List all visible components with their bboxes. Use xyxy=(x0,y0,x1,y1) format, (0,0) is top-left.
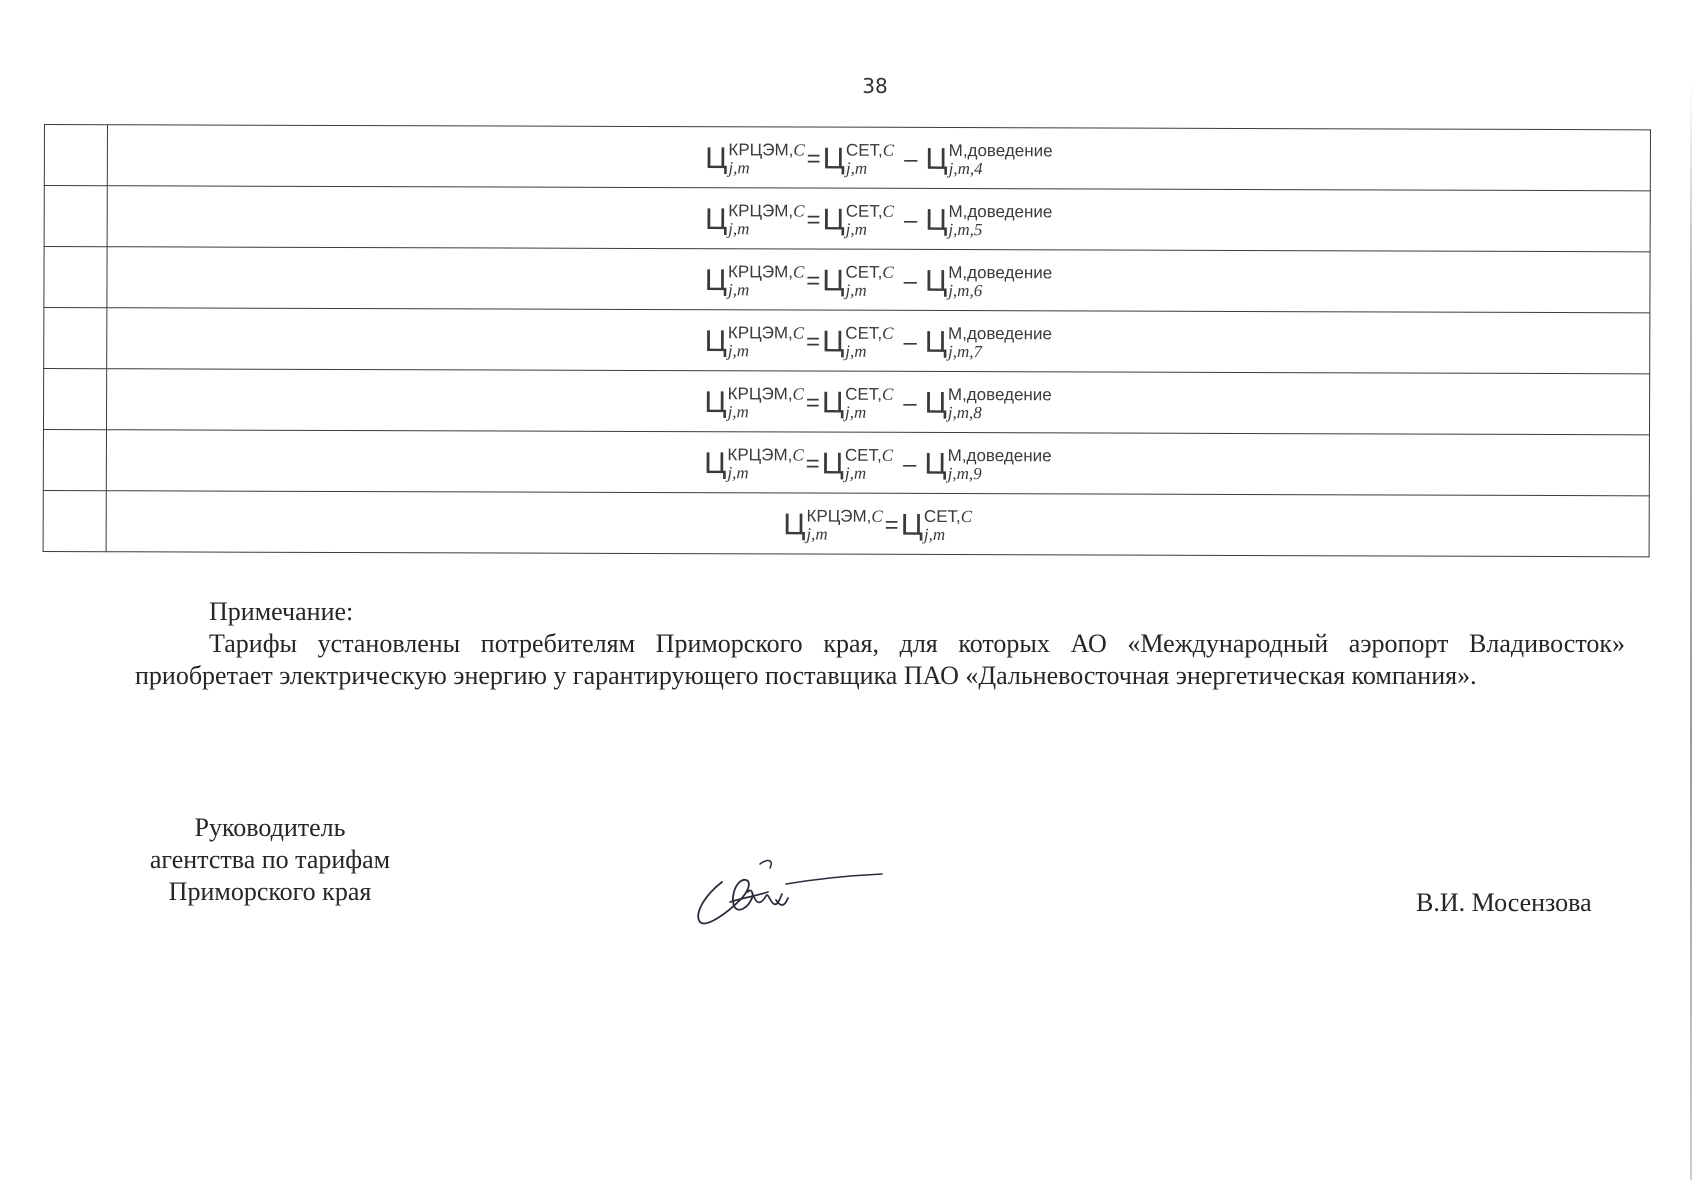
superscript-text: СЕТ, xyxy=(845,323,883,343)
formula-subscript: j,m,8 xyxy=(947,402,982,423)
superscript-text: КРЦЭМ, xyxy=(728,201,794,221)
formula-base: Ц xyxy=(783,508,806,542)
formula-cell xyxy=(107,308,1650,374)
formula-scripts xyxy=(728,263,804,299)
superscript-variable: С xyxy=(792,323,805,343)
formula-scripts xyxy=(924,508,972,544)
formula-superscript xyxy=(846,203,894,221)
superscript-variable: С xyxy=(792,445,804,465)
formula-symbol xyxy=(821,384,894,422)
equals-sign: = xyxy=(806,145,821,173)
formula-superscript xyxy=(948,264,1052,282)
formula-table xyxy=(43,124,1651,557)
minus-sign: – xyxy=(903,267,918,295)
equals-sign: = xyxy=(805,389,820,417)
formula-base: Ц xyxy=(704,447,727,481)
superscript-variable: С xyxy=(882,201,894,221)
formula-symbol xyxy=(704,445,804,483)
formula-scripts xyxy=(728,141,804,177)
superscript-text: М,доведение xyxy=(947,384,1052,405)
table-row xyxy=(43,429,1649,495)
formula-superscript xyxy=(948,203,1052,221)
formula-superscript xyxy=(846,142,894,160)
formula-symbol xyxy=(924,262,1053,301)
formula-cell xyxy=(106,369,1649,435)
superscript-text: КРЦЭМ, xyxy=(806,506,872,526)
formula xyxy=(704,446,1051,483)
row-number-cell xyxy=(44,186,107,247)
superscript-variable: С xyxy=(793,201,805,221)
formula-superscript xyxy=(806,508,882,526)
superscript-text: КРЦЭМ, xyxy=(728,140,794,160)
formula-superscript xyxy=(728,202,804,220)
formula-subscript: j,m xyxy=(806,524,828,544)
superscript-variable: С xyxy=(960,507,973,527)
formula-base: Ц xyxy=(924,325,948,359)
formula-superscript xyxy=(948,447,1052,465)
superscript-text: СЕТ, xyxy=(845,140,883,160)
superscript-text: КРЦЭМ, xyxy=(727,323,793,343)
row-number-cell xyxy=(43,490,106,551)
formula-subscript: j,m xyxy=(845,219,867,239)
formula-symbol xyxy=(783,506,883,544)
signatory-position xyxy=(120,812,420,908)
signer-name: В.И. Мосензова xyxy=(1416,888,1592,917)
superscript-text: СЕТ, xyxy=(845,201,883,221)
formula-subscript: j,m,9 xyxy=(947,463,982,484)
formula-subscript: j,m xyxy=(727,280,750,300)
position-line-3: Приморского края xyxy=(168,877,372,906)
formula-superscript xyxy=(845,264,893,282)
formula-symbol xyxy=(822,262,894,300)
formula-superscript xyxy=(728,263,804,281)
formula-scripts xyxy=(845,386,893,422)
formula-scripts xyxy=(845,264,893,300)
formula-subscript: j,m xyxy=(727,341,750,361)
note-title: Примечание: xyxy=(209,597,354,626)
formula-symbol xyxy=(924,384,1052,423)
superscript-text: СЕТ, xyxy=(845,262,883,282)
formula-subscript: j,m,7 xyxy=(947,341,983,362)
formula-subscript: j,m xyxy=(844,463,867,483)
formula-base: Ц xyxy=(900,508,923,542)
superscript-text: М,доведение xyxy=(948,323,1053,344)
formula-cell xyxy=(107,125,1650,191)
formula-base: Ц xyxy=(822,264,845,298)
formula-base: Ц xyxy=(704,203,728,237)
formula-scripts xyxy=(948,447,1052,483)
formula-scripts xyxy=(728,385,804,421)
row-number-cell xyxy=(44,125,107,186)
superscript-variable: С xyxy=(871,506,883,526)
formula-base: Ц xyxy=(924,264,948,298)
formula-symbol xyxy=(704,262,805,300)
formula-superscript xyxy=(727,446,803,464)
formula-scripts xyxy=(948,264,1052,300)
formula-subscript: j,m xyxy=(728,158,750,178)
formula-cell xyxy=(107,247,1650,313)
superscript-text: КРЦЭМ, xyxy=(727,384,793,404)
formula-subscript: j,m,4 xyxy=(948,159,983,179)
formula-cell xyxy=(106,491,1649,557)
superscript-text: М,доведение xyxy=(948,141,1053,161)
formula-base: Ц xyxy=(924,386,947,420)
formula xyxy=(705,141,1052,178)
table-row xyxy=(44,186,1650,252)
position-line-1: Руководитель xyxy=(194,813,346,842)
formula-symbol xyxy=(924,323,1053,362)
formula-base: Ц xyxy=(822,325,845,359)
row-number-cell xyxy=(44,308,107,369)
formula-symbol xyxy=(822,323,894,361)
formula-symbol xyxy=(704,323,805,361)
formula-subscript: j,m,6 xyxy=(948,280,983,301)
formula-base: Ц xyxy=(704,264,728,298)
formula-symbol xyxy=(822,140,895,178)
formula-superscript xyxy=(949,142,1053,160)
superscript-text: М,доведение xyxy=(948,262,1053,283)
note-block xyxy=(135,596,1625,692)
formula-scripts xyxy=(728,202,804,238)
row-number-cell xyxy=(44,247,107,308)
row-number-cell xyxy=(43,369,106,430)
superscript-text: СЕТ, xyxy=(923,506,961,527)
formula-scripts xyxy=(806,508,882,544)
formula-superscript xyxy=(948,325,1052,343)
superscript-variable: С xyxy=(882,140,895,160)
superscript-text: М,доведение xyxy=(948,201,1053,222)
formula-base: Ц xyxy=(821,386,845,420)
formula-symbol xyxy=(924,445,1052,484)
formula-symbol xyxy=(705,140,805,178)
formula xyxy=(704,385,1051,422)
superscript-variable: С xyxy=(882,323,894,343)
formula-scripts xyxy=(949,142,1053,178)
position-line-2: агентства по тарифам xyxy=(149,845,391,874)
equals-sign: = xyxy=(806,328,821,356)
formula-subscript: j,m xyxy=(923,524,946,544)
formula-symbol xyxy=(925,141,1053,179)
formula-superscript xyxy=(845,386,893,404)
formula-base: Ц xyxy=(822,142,845,176)
table-row xyxy=(43,490,1649,556)
formula-superscript xyxy=(948,386,1052,404)
superscript-variable: С xyxy=(881,384,894,404)
superscript-text: М,доведение xyxy=(947,445,1052,466)
minus-sign: – xyxy=(903,389,917,417)
formula-scripts xyxy=(846,203,894,239)
table-row xyxy=(44,247,1650,313)
formula-superscript xyxy=(728,324,804,342)
formula-base: Ц xyxy=(705,142,728,176)
equals-sign: = xyxy=(806,206,821,234)
formula xyxy=(705,202,1052,239)
superscript-text: КРЦЭМ, xyxy=(727,445,793,465)
formula-scripts xyxy=(948,203,1052,239)
formula-subscript: j,m xyxy=(845,158,868,178)
formula-superscript xyxy=(845,447,893,465)
formula-scripts xyxy=(845,447,893,483)
formula-subscript: j,m xyxy=(845,341,867,361)
formula-subscript: j,m xyxy=(728,219,750,239)
formula-scripts xyxy=(948,325,1052,361)
minus-sign: – xyxy=(904,145,918,173)
formula-base: Ц xyxy=(821,447,844,481)
formula-superscript xyxy=(728,385,804,403)
formula xyxy=(783,507,972,544)
formula-symbol xyxy=(822,201,894,239)
minus-sign: – xyxy=(903,328,917,356)
superscript-variable: С xyxy=(882,262,894,282)
equals-sign: = xyxy=(806,267,821,295)
formula xyxy=(705,263,1052,300)
minus-sign: – xyxy=(903,206,918,234)
formula-subscript: j,m xyxy=(845,280,867,300)
formula xyxy=(705,324,1052,361)
formula-superscript xyxy=(924,508,972,526)
superscript-variable: С xyxy=(792,384,804,404)
formula-scripts xyxy=(948,386,1052,422)
note-text: Тарифы установлены потребителям Приморского края, для которых АО «Международный аэропорт Владивосток» приобретает электрическую энергию у гарантирующего поставщика ПАО «Дальневосточная энергетическая компания». xyxy=(135,629,1625,690)
formula-superscript xyxy=(845,325,893,343)
formula-symbol xyxy=(925,201,1053,240)
page-number: 38 xyxy=(862,74,888,98)
formula-cell xyxy=(106,430,1649,496)
formula-base: Ц xyxy=(925,142,948,176)
superscript-text: СЕТ, xyxy=(845,384,882,404)
formula-base: Ц xyxy=(924,447,947,481)
superscript-variable: С xyxy=(792,262,805,282)
formula-scripts xyxy=(846,142,894,178)
formula-scripts xyxy=(727,446,803,482)
formula-symbol xyxy=(704,384,804,422)
handwritten-signature xyxy=(690,848,890,938)
table-row xyxy=(43,369,1649,435)
table-row xyxy=(44,125,1650,191)
row-number-cell xyxy=(43,429,106,490)
superscript-text: КРЦЭМ, xyxy=(728,262,793,282)
formula-symbol xyxy=(900,506,973,544)
formula-subscript: j,m xyxy=(727,463,749,483)
formula-base: Ц xyxy=(704,325,727,359)
scan-edge xyxy=(1690,80,1692,1180)
formula-base: Ц xyxy=(704,386,727,420)
formula-scripts xyxy=(728,324,804,360)
formula-subscript: j,m,5 xyxy=(948,219,983,240)
equals-sign: = xyxy=(884,511,899,539)
formula-symbol xyxy=(821,445,894,483)
superscript-text: СЕТ, xyxy=(844,445,882,465)
formula-superscript xyxy=(728,141,804,159)
formula-subscript: j,m xyxy=(845,402,867,422)
formula-symbol xyxy=(704,201,805,239)
formula-base: Ц xyxy=(925,203,948,237)
minus-sign: – xyxy=(903,450,917,478)
equals-sign: = xyxy=(805,450,820,478)
formula-scripts xyxy=(845,325,893,361)
superscript-variable: С xyxy=(881,445,894,465)
formula-cell xyxy=(107,186,1650,252)
superscript-variable: С xyxy=(793,140,805,160)
table-row xyxy=(44,308,1650,374)
formula-subscript: j,m xyxy=(727,402,749,422)
formula-base: Ц xyxy=(822,203,845,237)
